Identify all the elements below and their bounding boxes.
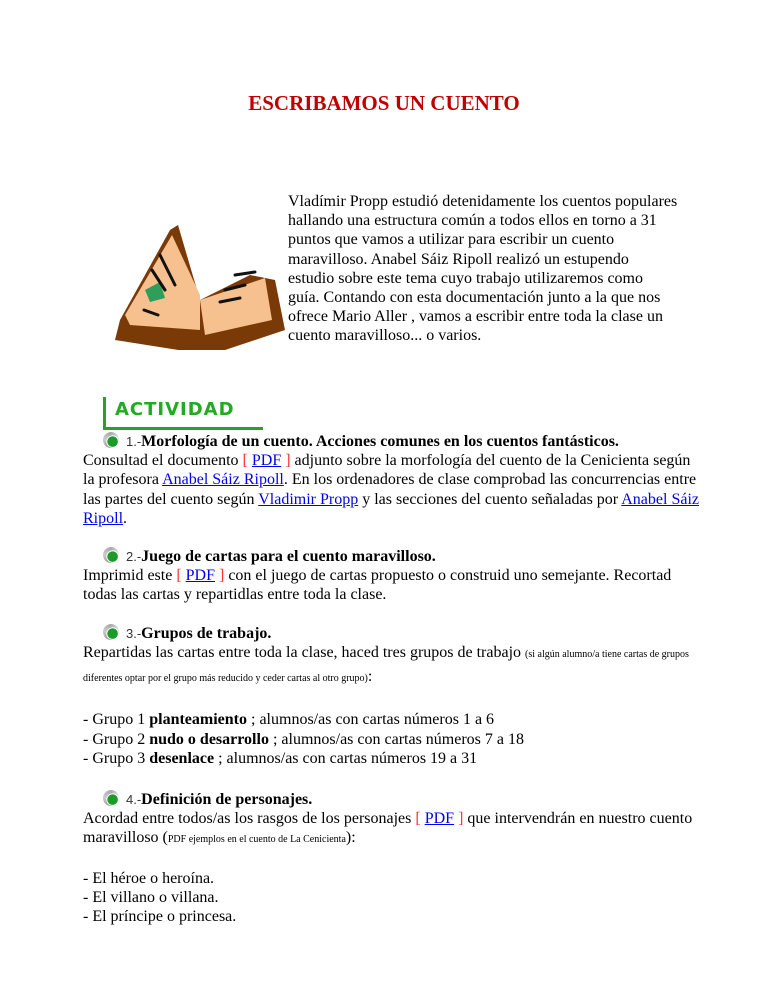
- activity-heading: [103, 397, 263, 431]
- section-heading: Grupos de trabajo.: [141, 625, 272, 642]
- bracket: ]: [454, 810, 464, 828]
- section-1: [83, 432, 703, 528]
- text: Repartidas las cartas entre toda la clase, haced tres grupos de trabajo: [83, 644, 526, 662]
- group-name: desenlace: [149, 749, 215, 767]
- text: .: [123, 509, 128, 527]
- heading-underline: [103, 427, 263, 430]
- pdf-link[interactable]: PDF: [424, 810, 455, 828]
- heading-rule: [103, 397, 106, 429]
- text: ):: [345, 829, 356, 847]
- text: Acordad entre todos/as los rasgos de los personajes: [83, 810, 416, 828]
- bracket: ]: [215, 567, 225, 585]
- bracket: [: [415, 810, 425, 828]
- text: que intervendrán en nuestro cuento maravilloso (: [83, 810, 693, 847]
- bracket: ]: [281, 452, 291, 470]
- text: . En los ordenadores de clase comprobad las concurrencias entre las partes del cuento según: [83, 471, 697, 508]
- note: (si algún alumno/a tiene cartas de grupos diferentes optar por el grupo más reducido y ceder cartas al otro grupo): [83, 649, 689, 685]
- section-2: [83, 547, 703, 605]
- section-heading: Juego de cartas para el cuento maravilloso.: [141, 548, 436, 565]
- text: con el juego de cartas propuesto o construid uno semejante. Recortad todas las cartas y repartidlas entre toda la clase.: [83, 567, 672, 604]
- section-number: 2.-: [126, 549, 142, 564]
- section-number: 1.-: [126, 434, 142, 449]
- bullet-icon: [103, 790, 119, 806]
- group-item: - Grupo 2: [83, 730, 150, 748]
- group-name: nudo o desarrollo: [149, 730, 269, 748]
- text: adjunto sobre la morfología del cuento de la Cenicienta según la profesora: [83, 452, 691, 489]
- section-heading: Morfología de un cuento. Acciones comunes en los cuentos fantásticos.: [141, 433, 619, 450]
- text: y las secciones del cuento señaladas por: [358, 490, 622, 508]
- section-number: 3.-: [126, 626, 142, 641]
- text: Imprimid este: [83, 567, 177, 585]
- pdf-link[interactable]: PDF: [251, 452, 282, 470]
- bullet-icon: [103, 547, 119, 563]
- section-number: 4.-: [126, 792, 142, 807]
- group-item: - Grupo 1: [83, 711, 150, 729]
- note: PDF ejemplos en el cuento de La Cenicienta: [167, 834, 346, 846]
- bullet-icon: [103, 624, 119, 640]
- open-book-illustration: [100, 190, 290, 350]
- anabel-link[interactable]: Anabel Sáiz Ripoll: [162, 471, 284, 489]
- group-name: planteamiento: [149, 711, 247, 729]
- bullet-icon: [103, 432, 119, 448]
- activity-label: ACTIVIDAD: [115, 399, 235, 420]
- section-3: [83, 624, 703, 768]
- group-desc: ; alumnos/as con cartas números 7 a 18: [268, 730, 524, 748]
- group-item: - Grupo 3: [83, 749, 150, 767]
- text: :: [367, 668, 373, 686]
- group-desc: ; alumnos/as con cartas números 1 a 6: [247, 711, 495, 729]
- bracket: [: [176, 567, 186, 585]
- text: Consultad el documento: [83, 452, 243, 470]
- group-desc: ; alumnos/as con cartas números 19 a 31: [214, 749, 478, 767]
- character-item: - El villano o villana.: [83, 889, 219, 907]
- propp-link[interactable]: Vladimir Propp: [258, 490, 359, 508]
- anabel-link[interactable]: Anabel Sáiz Ripoll: [83, 490, 699, 527]
- character-item: - El príncipe o princesa.: [83, 908, 237, 926]
- section-heading: Definición de personajes.: [141, 791, 313, 808]
- section-4: [83, 790, 703, 926]
- bracket: [: [242, 452, 252, 470]
- page-title: ESCRIBAMOS UN CUENTO: [248, 91, 520, 115]
- character-item: - El héroe o heroína.: [83, 869, 215, 887]
- pdf-link[interactable]: PDF: [185, 567, 215, 585]
- intro-paragraph: Vladímir Propp estudió detenidamente los cuentos populares hallando una estructura común a todos ellos en torno a 31 puntos que vamos a utilizar para escribir un cuento maravilloso. Anabel Sáiz Ripoll realizó un estupendo estudio sobre este tema cuyo trabajo utilizaremos como guía. Contando con esta documentación junto a la que nos ofrece Mario Aller , vamos a escribir entre toda la clase un cuento maravilloso... o varios.: [288, 193, 678, 345]
